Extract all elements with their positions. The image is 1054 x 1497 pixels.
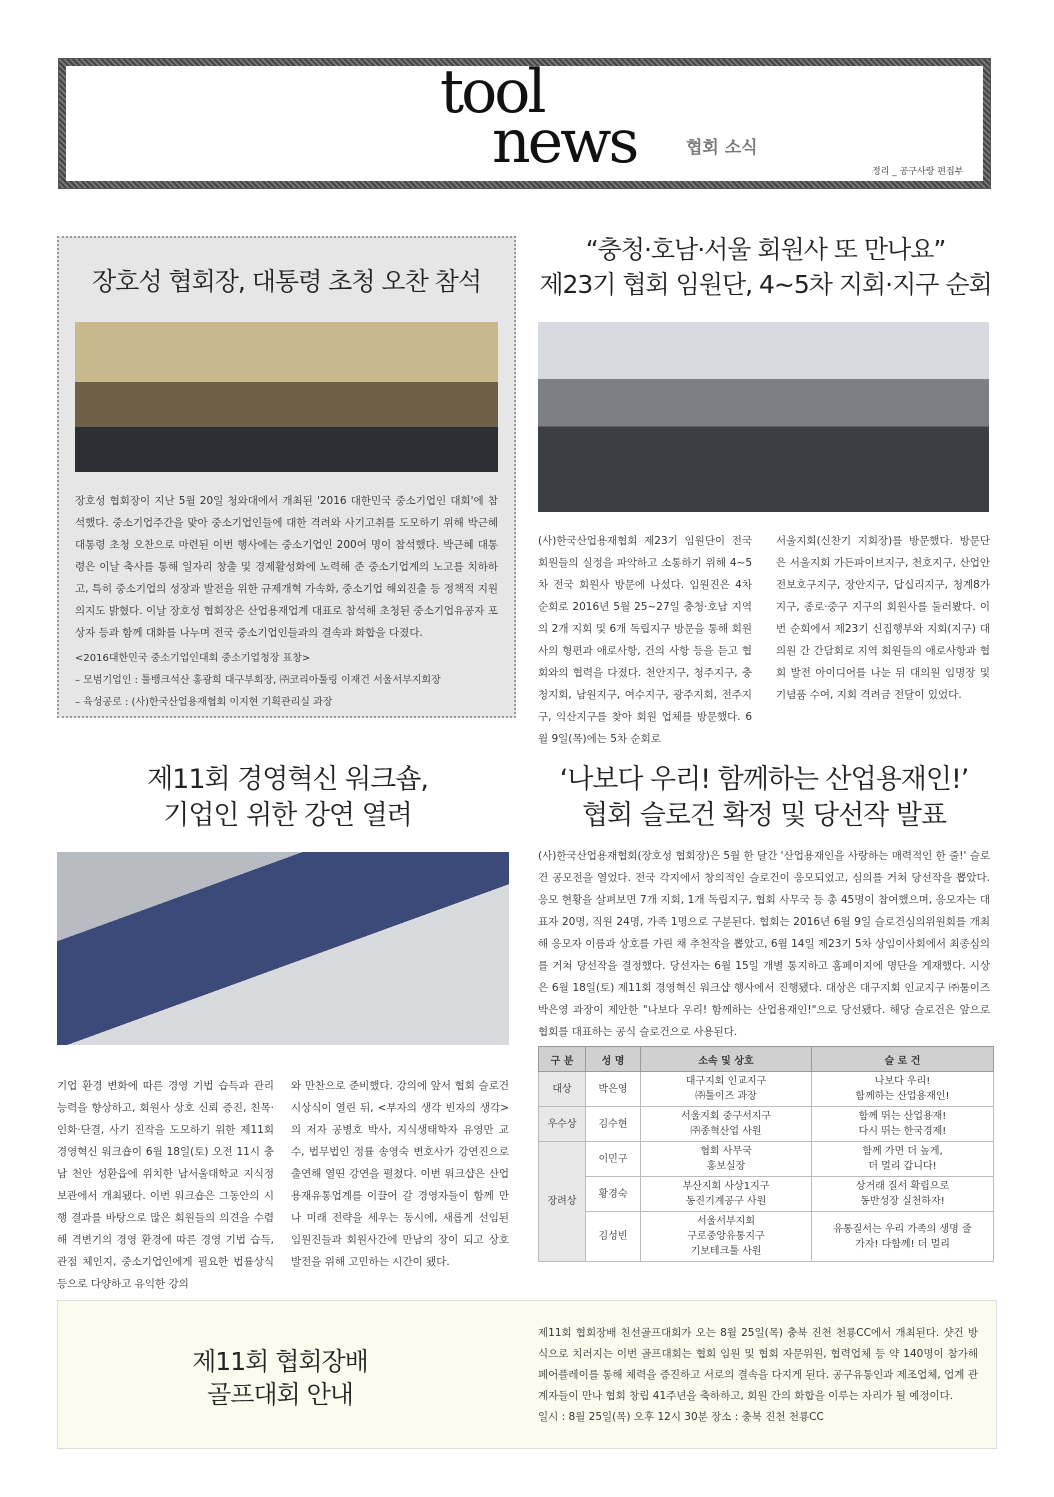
cell-slogan: 유통질서는 우리 가족의 생명 줄 가자! 다함께! 더 멀리 [812, 1212, 994, 1262]
col-header-slogan: 슬 로 건 [812, 1047, 994, 1072]
article4-title-line2: 협회 슬로건 확정 및 당선작 발표 [582, 800, 946, 831]
award-list-item: – 육성공로 : (사)한국산업용재협회 이지현 기획관리실 과장 [75, 697, 333, 708]
article3-title-line2: 기업인 위한 강연 열려 [163, 800, 412, 831]
logo-news: news [492, 107, 637, 177]
article3-title [58, 762, 517, 834]
cell-affiliation: 대구지회 인교지구 ㈜툴이즈 과장 [641, 1072, 812, 1107]
logo-tool: tool [440, 57, 544, 127]
article2-title [538, 232, 993, 302]
article2-body-col2: 서울지회(신찬기 지회장)를 방문했다. 방문단은 서울지회 가든파이브지구, 천호지구, 산업안전보호구지구, 장안지구, 답십리지구, 청계8가지구, 종로·중구 지구의 회원사를 둘러봤다. 이번 순회에서 제23기 신집행부와 지회(지구) 대의원 간 간담회로 지역 회원들의 애로사항과 협회 발전 아이디어를 나눈 뒤 대의원 임명장 및 기념품 수여, 지회 격려금 전달이 있었다. [776, 535, 990, 701]
cell-name: 이민구 [586, 1142, 641, 1177]
table-row [539, 1212, 994, 1262]
cell-name: 황경숙 [586, 1177, 641, 1212]
golf-body [538, 1323, 978, 1428]
col-header-name: 성 명 [586, 1047, 641, 1072]
table-row [539, 1177, 994, 1212]
cell-slogan: 함께 뛰는 산업용재! 다시 뛰는 한국경제! [812, 1107, 994, 1142]
cell-slogan: 상거래 질서 확립으로 동반성장 실천하자! [812, 1177, 994, 1212]
slogan-winners-table [538, 1046, 994, 1262]
golf-schedule: 일시 : 8월 25일(목) 오후 12시 30분 장소 : 충북 진천 천룡CC [538, 1411, 824, 1423]
article2-photo [538, 322, 989, 512]
article2-title-line1: “충청·호남·서울 회원사 또 만나요” [585, 235, 946, 264]
section-title: 협회 소식 [686, 138, 758, 158]
cell-category: 대상 [539, 1072, 586, 1107]
cell-slogan: 나보다 우리! 함께하는 산업용재인! [812, 1072, 994, 1107]
award-list-item: – 모범기업인 : 툴뱅크석산 홍광희 대구부회장, ㈜코리아툴링 이재건 서울서부지회장 [75, 675, 441, 686]
article4-title [538, 762, 990, 834]
cell-name: 김성빈 [586, 1212, 641, 1262]
article3-body-col2: 와 만찬으로 준비했다. 강의에 앞서 협회 슬로건 시상식이 열린 뒤, <부자의 생각 빈자의 생각>의 저자 공병호 박사, 지식생태학자 유영만 교수, 법무법인 정률 송영숙 변호사가 강연진으로 출연해 열띤 강연을 펼쳤다. 이번 워크샵은 산업용재유통업계를 이끌어 갈 경영자들이 함께 만나 미래 전략을 세우는 동시에, 새롭게 선임된 임원진들과 회원사간에 만남의 장이 되고 상호 발전을 위해 고민하는 시간이 됐다. [291, 1080, 509, 1268]
col-header-category: 구 분 [539, 1047, 586, 1072]
golf-title-line2: 골프대회 안내 [207, 1380, 353, 1409]
award-list-title: <2016대한민국 중소기업인대회 중소기업청장 표창> [75, 653, 311, 664]
article3-body-col1: 기업 환경 변화에 따른 경영 기법 습득과 관리 능력을 향상하고, 회원사 상호 신뢰 증진, 친목·인화·단결, 사기 진작을 도모하기 위한 제11회 경영혁신 워크숍이 6월 18일(토) 오전 11시 충남 천안 성환읍에 위치한 남서울대학교 지식정보관에서 개최됐다. 이번 워크숍은 그동안의 시행 결과를 바탕으로 많은 회원들의 의견을 수렴해 격변기의 경영 환경에 따른 경영 기법 습득, 관점 체인지, 중소기업인에게 필요한 법률상식 등으로 다양하고 유익한 강의 [57, 1080, 274, 1290]
article1-body: 장호성 협회장이 지난 5월 20일 청와대에서 개최된 '2016 대한민국 중소기업인 대회'에 참석했다. 중소기업주간을 맞아 중소기업인들에 대한 격려와 사기고취를 도모하기 위해 박근혜 대통령 초청 오찬으로 마련된 이번 행사에는 중소기업인 200여 명이 참석했다. 박근혜 대통령은 이날 축사를 통해 일자리 창출 및 경제활성화에 노력해 준 중소기업계의 노고를 치하하고, 특히 중소기업의 성장과 발전을 위한 규제개혁 가속화, 중소기업 해외진출 등 정책적 지원 의지도 밝혔다. 이날 장호성 협회장은 산업용재업계 대표로 참석해 초청된 중소기업유공자 포상자 등과 함께 대화를 나누며 전국 중소기업인들과의 결속과 화합을 다졌다. [75, 495, 498, 639]
table-row [539, 1107, 994, 1142]
table-header-row [539, 1047, 994, 1072]
cell-name: 김수현 [586, 1107, 641, 1142]
cell-affiliation: 서울서부지회 구로중앙유통지구 기보테크툴 사원 [641, 1212, 812, 1262]
golf-title [150, 1345, 410, 1411]
article1-box [57, 236, 516, 718]
article4-title-line1: ‘나보다 우리! 함께하는 산업용재인!’ [559, 764, 969, 795]
article4-body: (사)한국산업용재협회(장호성 협회장)은 5월 한 달간 '산업용재인을 사랑하는 매력적인 한 줄!' 슬로건 공모전을 열었다. 전국 각지에서 창의적인 슬로건이 응모되었고, 심의를 거쳐 당선작을 뽑았다. 응모 현황을 살펴보면 7개 지회, 1개 독립지구, 협회 사무국 등 총 45명이 참여했으며, 응모자는 대표자 20명, 직원 24명, 가족 1명으로 구분된다. 협회는 2016년 6월 9일 슬로건심의위원회를 개최해 응모자 이름과 상호를 가린 채 추천작을 뽑았고, 6월 14일 제23기 5차 상임이사회에서 최종심의를 거쳐 당선작을 결정했다. 당선자는 6월 15일 개별 통지하고 홈페이지에 명단을 게재했다. 시상은 6월 18일(토) 제11회 경영혁신 워크샵 행사에서 진행됐다. 대상은 대구지회 인교지구 ㈜툴이즈 박은영 과장이 제안한 "나보다 우리! 함께하는 산업용재인!"으로 당선됐다. 해당 슬로건은 앞으로 협회를 대표하는 공식 슬로건으로 사용된다. [538, 850, 990, 1038]
cell-affiliation: 협회 사무국 홍보실장 [641, 1142, 812, 1177]
cell-affiliation: 서울지회 중구서지구 ㈜종혁산업 사원 [641, 1107, 812, 1142]
article2-title-line2: 제23기 협회 임원단, 4~5차 지회·지구 순회 [539, 270, 992, 299]
cell-category-encouragement: 장려상 [539, 1142, 586, 1262]
article3-title-line1: 제11회 경영혁신 워크숍, [147, 764, 428, 795]
article3-photo [57, 852, 509, 1045]
article1-title: 장호성 협회장, 대통령 초청 오찬 참석 [92, 267, 481, 296]
cell-affiliation: 부산지회 사상1지구 동진기계공구 사원 [641, 1177, 812, 1212]
article1-award-list [75, 648, 498, 714]
table-row [539, 1142, 994, 1177]
col-header-affiliation: 소속 및 상호 [641, 1047, 812, 1072]
cell-category: 우수상 [539, 1107, 586, 1142]
article1-photo [75, 322, 498, 472]
table-row [539, 1072, 994, 1107]
cell-slogan: 함께 가면 더 높게, 더 멀리 갑니다! [812, 1142, 994, 1177]
article2-body-col1: (사)한국산업용재협회 제23기 임원단이 전국 회원들의 실정을 파악하고 소통하기 위해 4~5차 전국 회원사 방문에 나섰다. 임원진은 4차 순회로 2016년 5월 25~27일 충청·호남 지역의 2개 지회 및 6개 독립지구 방문을 통해 회원사의 형편과 애로사항, 건의 사항 등을 듣고 협회와의 협력을 다졌다. 천안지구, 청주지구, 충청지회, 남원지구, 여수지구, 광주지회, 전주지구, 익산지구를 찾아 회원 업체를 방문했다. 6월 9일(목)에는 5차 순회로 [538, 535, 752, 745]
cell-name: 박은영 [586, 1072, 641, 1107]
editor-credit: 정리 _ 공구사랑 편집부 [872, 167, 964, 177]
golf-body-text: 제11회 협회장배 친선골프대회가 오는 8월 25일(목) 충북 진천 천룡CC에서 개최된다. 샷건 방식으로 치러지는 이번 골프대회는 협회 임원 및 협회 자문위원, 협력업체 등 약 140명이 참가해 페어플레이를 통해 체력을 증진하고 서로의 결속을 다지게 된다. 공구유통인과 제조업체, 업계 관계자들이 만나 협회 창립 41주년을 축하하고, 회원 간의 화합을 이루는 자리가 될 예정이다. [538, 1327, 978, 1402]
golf-title-line1: 제11회 협회장배 [192, 1347, 368, 1376]
